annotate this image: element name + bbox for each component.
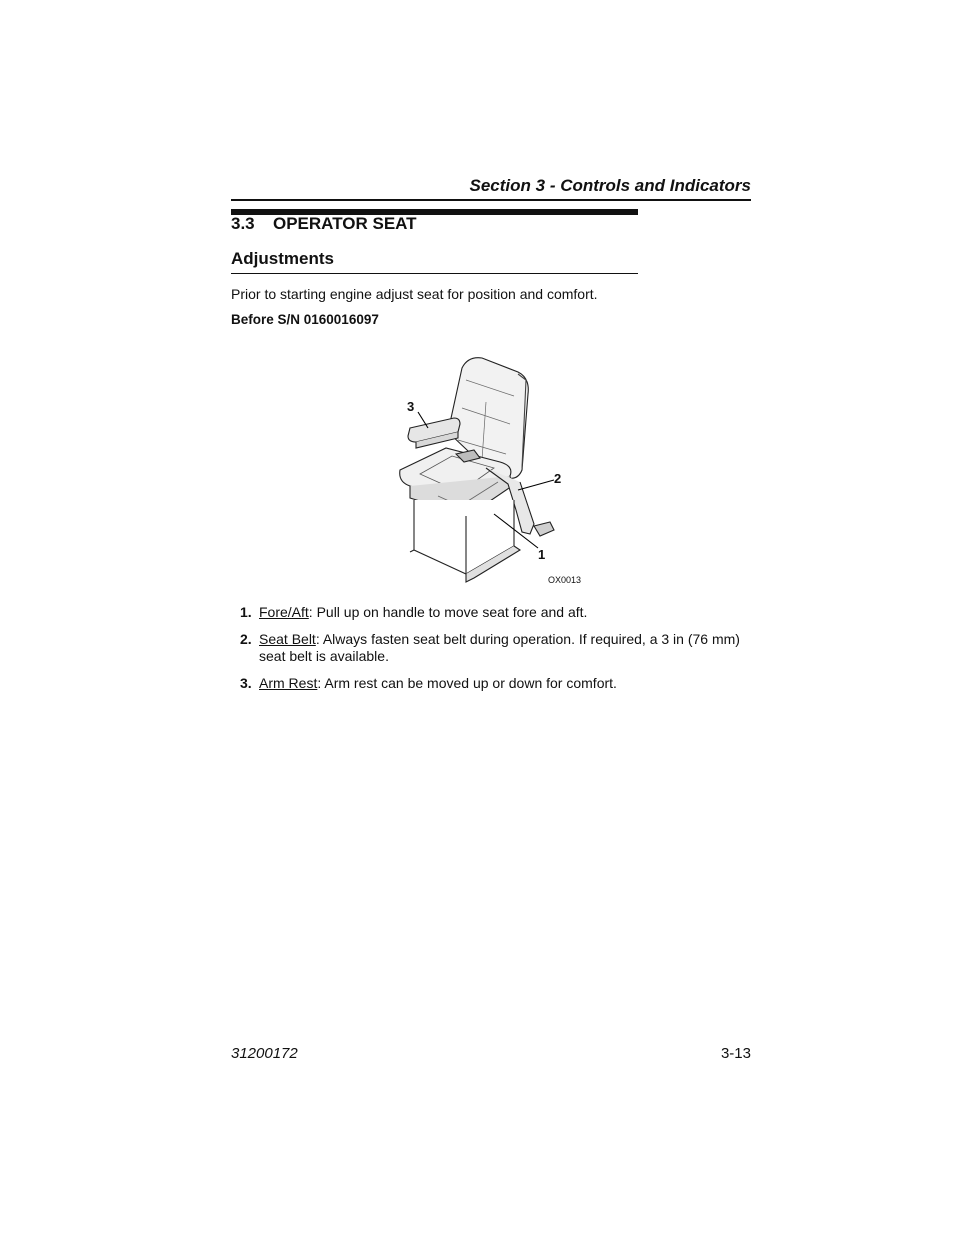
section-heading bbox=[231, 214, 417, 234]
callout-2-leader bbox=[518, 480, 554, 490]
subsection-heading: Adjustments bbox=[231, 249, 334, 268]
item-number: 3. bbox=[240, 675, 252, 691]
page-header-title: Section 3 - Controls and Indicators bbox=[469, 176, 751, 195]
list-item bbox=[231, 604, 751, 621]
callout-2: 2 bbox=[554, 471, 562, 486]
item-number: 1. bbox=[240, 604, 252, 620]
footer-doc-number: 31200172 bbox=[231, 1045, 298, 1062]
footer-page-number: 3-13 bbox=[720, 1045, 751, 1062]
operator-seat-figure bbox=[390, 350, 600, 595]
item-text: : Arm rest can be moved up or down for comfort. bbox=[317, 675, 617, 691]
item-number: 2. bbox=[240, 631, 252, 647]
adjustment-list bbox=[231, 604, 751, 702]
item-text: : Pull up on handle to move seat fore and aft. bbox=[308, 604, 588, 620]
item-term: Seat Belt bbox=[259, 631, 316, 647]
intro-paragraph: Prior to starting engine adjust seat for position and comfort. bbox=[231, 286, 598, 302]
header-rule bbox=[231, 199, 751, 201]
serial-heading: Before S/N 0160016097 bbox=[231, 312, 379, 327]
section-title: OPERATOR SEAT bbox=[273, 214, 417, 233]
item-term: Fore/Aft bbox=[259, 604, 309, 620]
item-text: : Always fasten seat belt during operation. If required, a 3 in (76 mm) seat belt is available. bbox=[259, 631, 740, 664]
section-number: 3.3 bbox=[231, 214, 255, 233]
callout-3: 3 bbox=[407, 399, 415, 414]
callout-1: 1 bbox=[538, 547, 546, 562]
operator-seat-illustration bbox=[390, 350, 600, 595]
subsection-rule bbox=[231, 273, 638, 274]
list-item bbox=[231, 631, 751, 665]
figure-code: OX0013 bbox=[548, 575, 582, 585]
item-term: Arm Rest bbox=[259, 675, 318, 691]
list-item bbox=[231, 675, 751, 692]
